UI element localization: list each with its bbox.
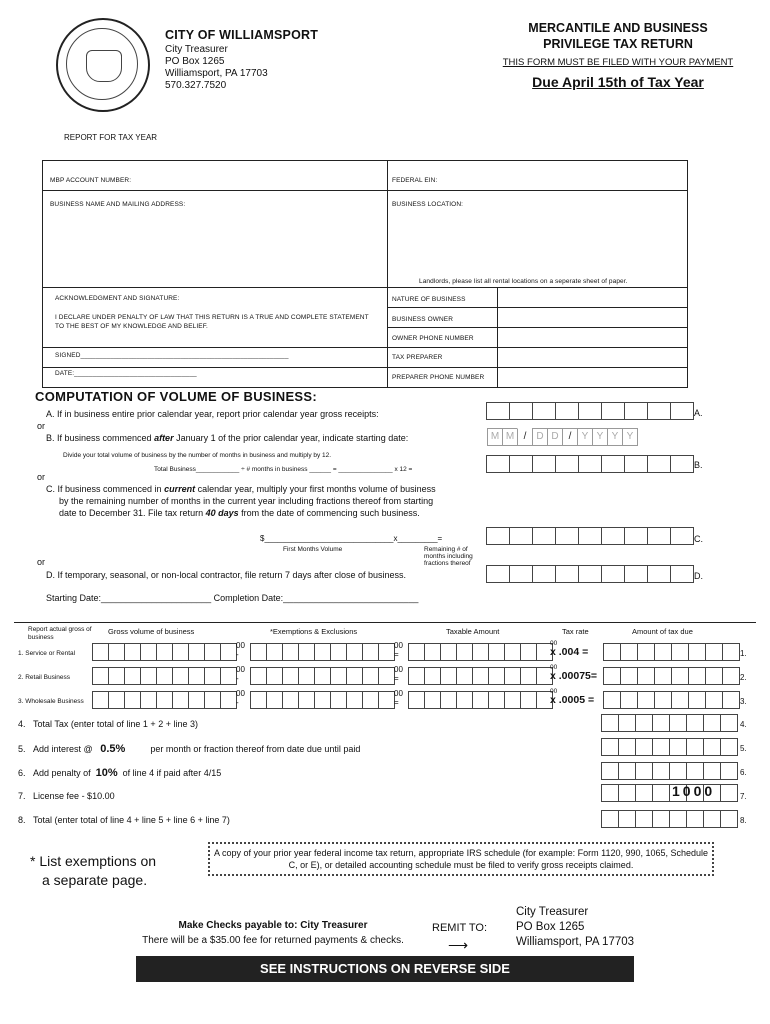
header-actual-gross: Report actual gross of business <box>28 626 92 641</box>
row-1-num: 1. <box>740 649 747 658</box>
computation-title: COMPUTATION OF VOLUME OF BUSINESS: <box>35 389 317 404</box>
amount-d-input[interactable] <box>486 565 694 583</box>
line-8: 8. Total (enter total of line 4 + line 5 + line 6 + line 7) <box>18 815 230 825</box>
row-2-cents-2: 00 = <box>394 665 403 683</box>
signed-line[interactable]: SIGNED________________________________________________________ <box>55 352 289 359</box>
row-1-gross-input[interactable] <box>92 643 237 661</box>
preparer-phone-label: PREPARER PHONE NUMBER <box>392 374 485 381</box>
option-b: B. If business commenced after January 1 of the prior calendar year, indicate starting date: <box>46 433 409 443</box>
row-3-cents-2: 00 = <box>394 689 403 707</box>
c-formula[interactable]: $_____________________________x_________= <box>260 534 443 543</box>
row-2-exempt-input[interactable] <box>250 667 395 685</box>
line-5-num: 5. <box>740 744 747 753</box>
row-3-label: 3. Wholesale Business <box>18 698 84 705</box>
form-title: MERCANTILE AND BUSINESS PRIVILEGE TAX RETURN <box>528 21 708 51</box>
row-1-due-input[interactable] <box>603 643 740 661</box>
row-3-cents-3: 00 <box>550 688 558 695</box>
header-tax-due: Amount of tax due <box>632 627 693 636</box>
line-5: 5. Add interest @ 0.5% per month or fraction thereof from date due until paid <box>18 743 361 755</box>
owner-phone-label: OWNER PHONE NUMBER <box>392 335 474 342</box>
city-name: CITY OF WILLIAMSPORT <box>165 28 319 42</box>
row-2-gross-input[interactable] <box>92 667 237 685</box>
remit-address: City Treasurer PO Box 1265 Williamsport, PA 17703 <box>516 906 635 948</box>
row-2-cents-3: 00 <box>550 664 558 671</box>
option-a: A. If in business entire prior calendar year, report prior calendar year gross receipts: <box>46 409 379 419</box>
line-8-num: 8. <box>740 816 747 825</box>
header-taxable: Taxable Amount <box>446 627 500 636</box>
row-1-cents-2: 00 = <box>394 641 403 659</box>
row-1-rate: x .004 = <box>550 646 589 658</box>
treasurer-address: City Treasurer PO Box 1265 Williamsport, PA 17703 570.327.7520 <box>165 44 268 91</box>
row-3-taxable-input[interactable] <box>408 691 553 709</box>
report-tax-year: REPORT FOR TAX YEAR <box>64 133 158 142</box>
line-4-num: 4. <box>740 720 747 729</box>
business-location-label: BUSINESS LOCATION: <box>392 201 464 208</box>
amount-c-input[interactable] <box>486 527 694 545</box>
line-6: 6. Add penalty of 10% of line 4 if paid after 4/15 <box>18 767 222 779</box>
starting-completion-dates[interactable]: Starting Date:______________________ Completion Date:___________________________ <box>46 593 419 603</box>
remit-to-label: REMIT TO: <box>432 922 488 934</box>
line-7: 7. License fee - $10.00 <box>18 791 115 801</box>
nature-label: NATURE OF BUSINESS <box>392 296 466 303</box>
exemptions-note: * List exemptions on a separate page. <box>30 853 157 888</box>
line-6-input[interactable] <box>601 762 738 780</box>
row-1-label: 1. Service or Rental <box>18 650 76 657</box>
row-2-rate: x .00075= <box>550 670 598 682</box>
row-3-exempt-input[interactable] <box>250 691 395 709</box>
amount-b-input[interactable] <box>486 455 694 473</box>
preparer-label: TAX PREPARER <box>392 354 443 361</box>
row-2-taxable-input[interactable] <box>408 667 553 685</box>
row-2-label: 2. Retail Business <box>18 674 71 681</box>
business-name-label: BUSINESS NAME AND MAILING ADDRESS: <box>50 201 186 208</box>
row-2-cents-1: 00 - <box>236 665 245 683</box>
option-c-line3: date to December 31. File tax return 40 days from the date of commencing such business. <box>59 508 420 518</box>
letter-c: C. <box>694 534 703 544</box>
row-1-exempt-input[interactable] <box>250 643 395 661</box>
line-4: 4. Total Tax (enter total of line 1 + 2 + line 3) <box>18 719 198 729</box>
instructions-banner: SEE INSTRUCTIONS ON REVERSE SIDE <box>136 956 634 982</box>
or-3: or <box>37 557 46 567</box>
row-3-gross-input[interactable] <box>92 691 237 709</box>
mbp-account-label: MBP ACCOUNT NUMBER: <box>50 177 132 184</box>
landlords-note: Landlords, please list all rental locations on a seperate sheet of paper. <box>419 278 628 285</box>
header-gross-volume: Gross volume of business <box>108 627 195 636</box>
due-date: Due April 15th of Tax Year <box>532 74 704 90</box>
row-3-num: 3. <box>740 697 747 706</box>
first-months-label: First Months Volume <box>283 546 343 553</box>
header-tax-rate: Tax rate <box>562 627 589 636</box>
option-c: C. If business commenced in current calendar year, multiply your first months volume of business <box>46 484 436 494</box>
option-d: D. If temporary, seasonal, or non-local contractor, file return 7 days after close of business. <box>46 570 407 580</box>
date-line[interactable]: DATE:_________________________________ <box>55 370 197 377</box>
row-3-rate: x .0005 = <box>550 694 595 706</box>
row-3-due-input[interactable] <box>603 691 740 709</box>
owner-label: BUSINESS OWNER <box>392 316 453 323</box>
start-date-input[interactable]: M M / D D / Y Y Y Y <box>487 428 638 446</box>
header-exemptions: *Exemptions & Exclusions <box>270 627 358 636</box>
must-file-notice: THIS FORM MUST BE FILED WITH YOUR PAYMENT <box>502 57 734 68</box>
payment-info: Make Checks payable to: City Treasurer There will be a $35.00 fee for returned payments & checks. <box>142 920 404 946</box>
city-seal <box>56 18 150 112</box>
line-7-boxes <box>601 784 738 802</box>
declaration-text: I DECLARE UNDER PENALTY OF LAW THAT THIS RETURN IS A TRUE AND COMPLETE STATEMENT TO THE BEST OF MY KNOWLEDGE AND BELIEF. <box>55 314 369 330</box>
row-2-num: 2. <box>740 673 747 682</box>
row-1-cents-1: 00 - <box>236 641 245 659</box>
line-6-num: 6. <box>740 768 747 777</box>
total-business-formula[interactable]: Total Business____________ ÷ # months in business ______ = _______________ x 12 = <box>154 466 413 473</box>
letter-a: A. <box>694 408 703 418</box>
federal-ein-label: FEDERAL EIN: <box>392 177 438 184</box>
tax-return-copy-note: A copy of your prior year federal income tax return, appropriate IRS schedule (for example: Form 1120, 990, 1065, Schedule C, or E), or detailed accounting schedule must be filed to verify gross receipts claimed. <box>208 842 714 876</box>
row-1-cents-3: 00 <box>550 640 558 647</box>
line-5-input[interactable] <box>601 738 738 756</box>
or-2: or <box>37 472 46 482</box>
arrow-right-icon: ⟶ <box>448 937 469 953</box>
divide-instruction: Divide your total volume of business by the number of months in business and multiply by 12. <box>63 452 332 459</box>
remaining-months-label: Remaining # of months including fractions thereof <box>424 546 473 567</box>
ack-label: ACKNOWLEDGMENT AND SIGNATURE: <box>55 295 180 302</box>
letter-b: B. <box>694 460 703 470</box>
row-1-taxable-input[interactable] <box>408 643 553 661</box>
or-1: or <box>37 421 46 431</box>
license-fee-value: 1000 <box>672 783 716 799</box>
line-8-input[interactable] <box>601 810 738 828</box>
line-4-input[interactable] <box>601 714 738 732</box>
line-7-num: 7. <box>740 792 747 801</box>
option-c-line2: by the remaining number of months in the current year including fractions thereof from starting <box>59 496 434 506</box>
row-2-due-input[interactable] <box>603 667 740 685</box>
row-3-cents-1: 00 - <box>236 689 245 707</box>
amount-a-input[interactable] <box>486 402 694 420</box>
letter-d: D. <box>694 571 703 581</box>
